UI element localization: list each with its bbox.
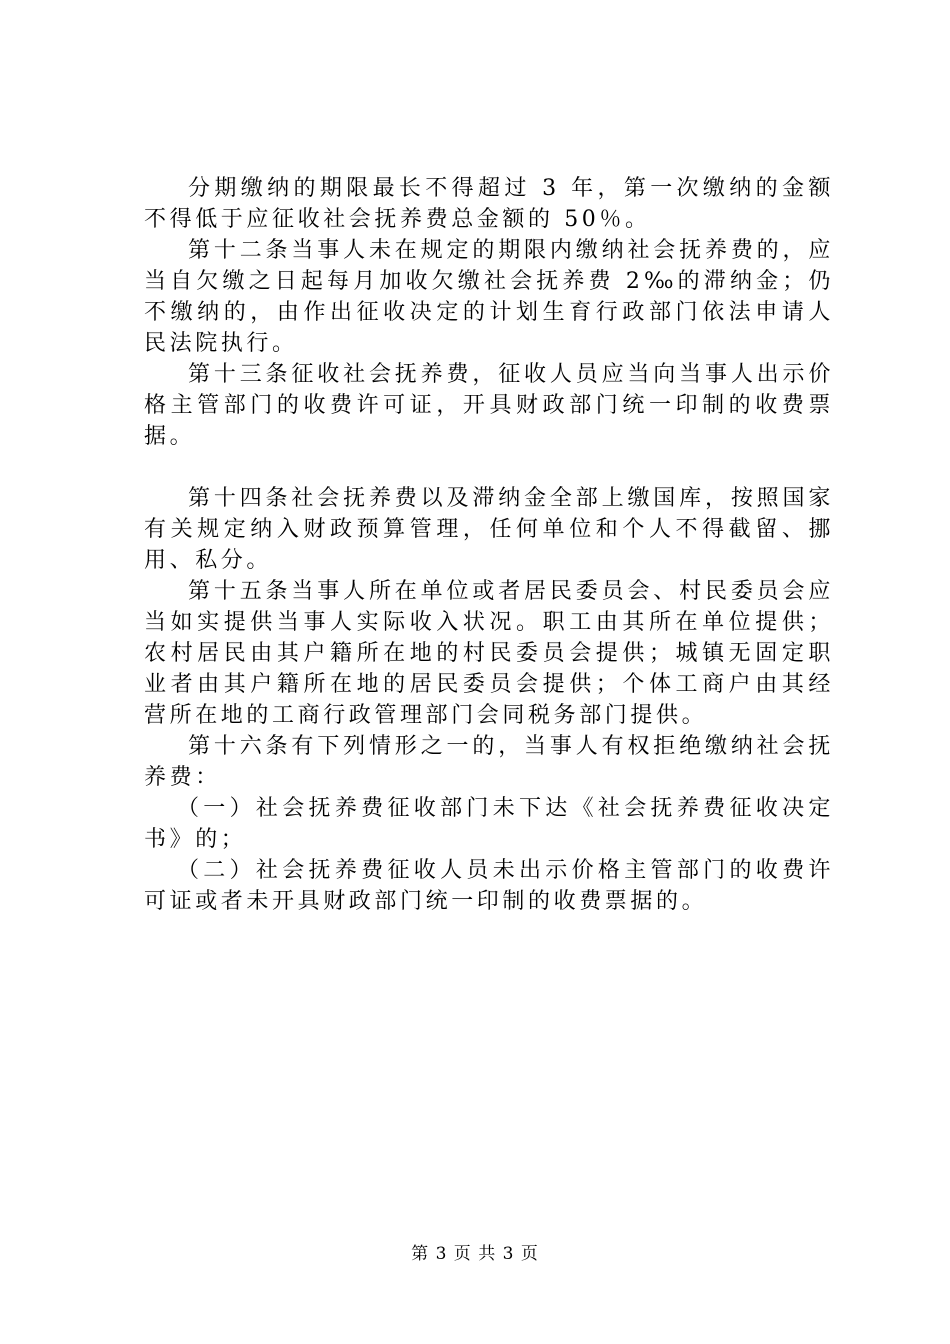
document-body <box>144 173 834 917</box>
paragraph-installment-terms: 分期缴纳的期限最长不得超过 3 年，第一次缴纳的金额不得低于应征收社会抚养费总金额的 50％。 <box>144 176 834 232</box>
paragraph-article-14: 第十四条社会抚养费以及滞纳金全部上缴国库，按照国家有关规定纳入财政预算管理，任何单位和个人不得截留、挪用、私分。 <box>144 486 834 573</box>
paragraph-article-16: 第十六条有下列情形之一的，当事人有权拒绝缴纳社会抚养费： <box>144 734 834 790</box>
paragraph-article-16-item-1: （一）社会抚养费征收部门未下达《社会抚养费征收决定书》的； <box>144 796 834 852</box>
paragraph-article-16-item-2: （二）社会抚养费征收人员未出示价格主管部门的收费许可证或者未开具财政部门统一印制的收费票据的。 <box>144 858 834 914</box>
paragraph-article-15: 第十五条当事人所在单位或者居民委员会、村民委员会应当如实提供当事人实际收入状况。职工由其所在单位提供；农村居民由其户籍所在地的村民委员会提供；城镇无固定职业者由其户籍所在地的居民委员会提供；个体工商户由其经营所在地的工商行政管理部门会同税务部门提供。 <box>144 579 834 728</box>
paragraph-article-12: 第十二条当事人未在规定的期限内缴纳社会抚养费的，应当自欠缴之日起每月加收欠缴社会抚养费 2‰的滞纳金；仍不缴纳的，由作出征收决定的计划生育行政部门依法申请人民法院执行。 <box>144 238 834 356</box>
page-footer: 第 3 页 共 3 页 <box>411 1244 539 1264</box>
paragraph-article-13: 第十三条征收社会抚养费，征收人员应当向当事人出示价格主管部门的收费许可证，开具财政部门统一印制的收费票据。 <box>144 362 834 449</box>
